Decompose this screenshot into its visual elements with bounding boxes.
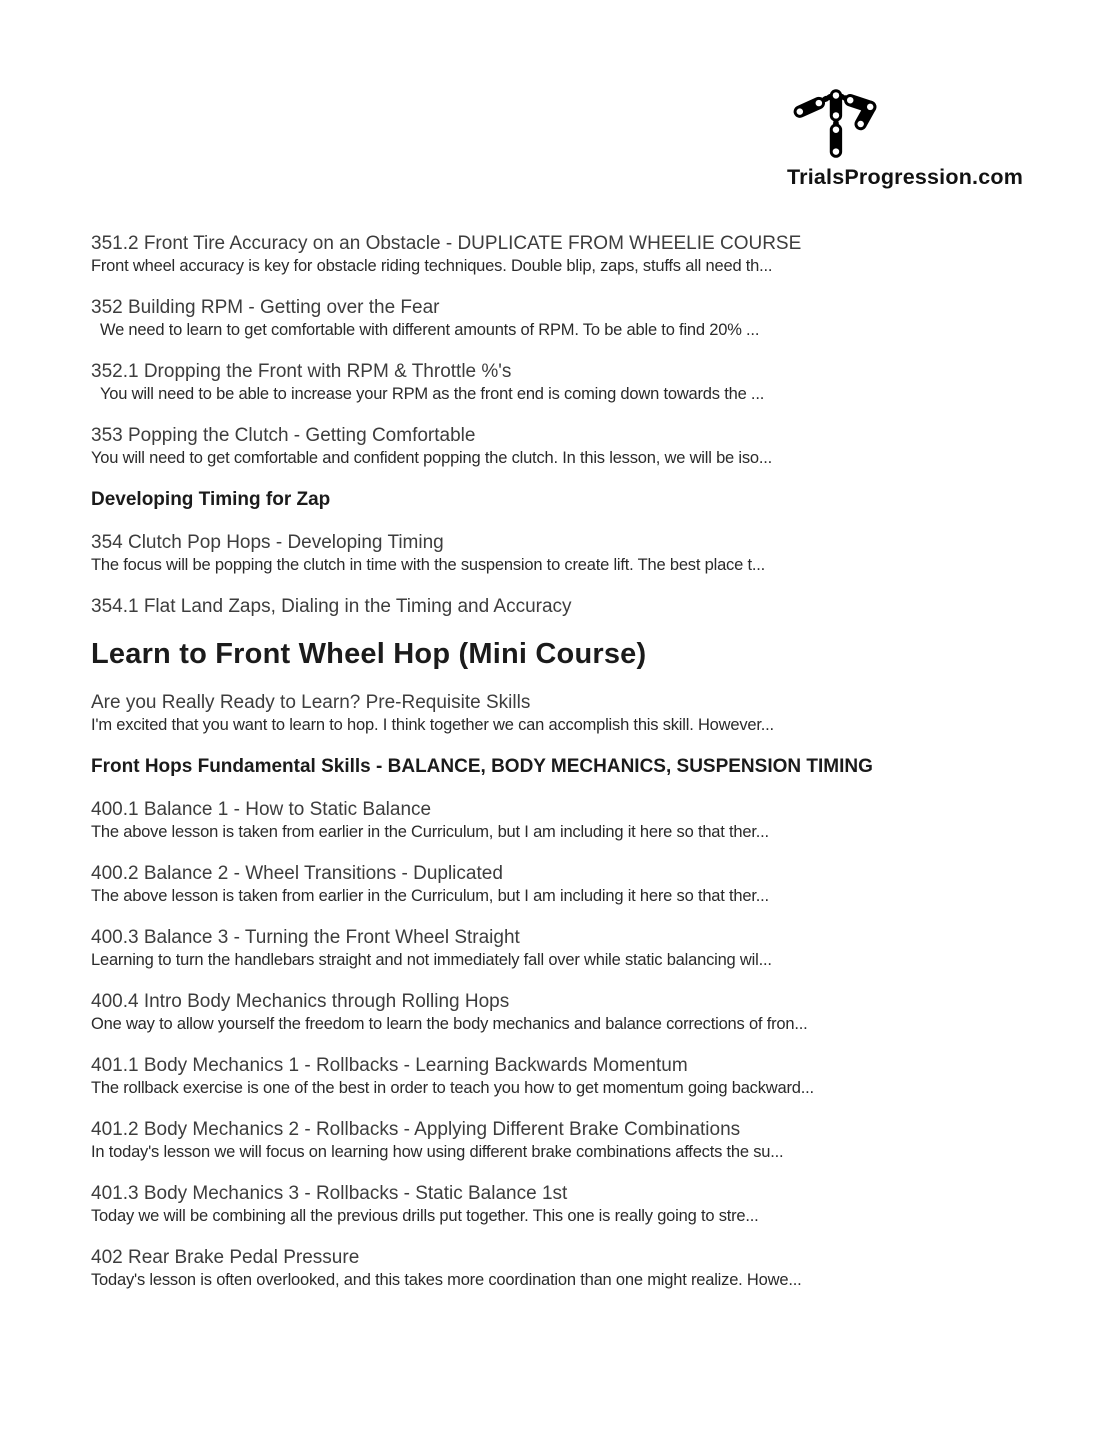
lesson-item (91, 1246, 1072, 1291)
lesson-title: 401.3 Body Mechanics 3 - Rollbacks - Static Balance 1st (91, 1183, 568, 1204)
lesson-description: The above lesson is taken from earlier in the Curriculum, but I am including it here so that ther... (91, 823, 769, 841)
lesson-title: Are you Really Ready to Learn? Pre-Requisite Skills (91, 692, 531, 713)
lesson-description: We need to learn to get comfortable with different amounts of RPM. To be able to find 20% ... (100, 321, 760, 339)
lesson-description: One way to allow yourself the freedom to learn the body mechanics and balance corrections of fron... (91, 1015, 808, 1033)
lesson-title: 401.1 Body Mechanics 1 - Rollbacks - Learning Backwards Momentum (91, 1055, 688, 1076)
lesson-item (91, 862, 1072, 907)
lesson-item (91, 926, 1072, 971)
lesson-title: 400.2 Balance 2 - Wheel Transitions - Duplicated (91, 863, 503, 884)
lesson-description: Front wheel accuracy is key for obstacle riding techniques. Double blip, zaps, stuffs all need th... (91, 257, 773, 275)
lesson-title: 352.1 Dropping the Front with RPM & Throttle %'s (91, 361, 512, 382)
lesson-title: 353 Popping the Clutch - Getting Comfortable (91, 425, 476, 446)
chain-t-logo-icon (787, 85, 883, 163)
lesson-item (91, 595, 1072, 618)
header (0, 0, 1112, 190)
lesson-item (91, 691, 1072, 736)
lesson-description: In today's lesson we will focus on learning how using different brake combinations affects the su... (91, 1143, 784, 1161)
brand (787, 85, 1023, 190)
lesson-item (91, 296, 1072, 341)
lesson-description: The rollback exercise is one of the best in order to teach you how to get momentum going backward... (91, 1079, 814, 1097)
lesson-item (91, 798, 1072, 843)
brand-wordmark: TrialsProgression.com (787, 165, 1024, 189)
lesson-title: 400.3 Balance 3 - Turning the Front Wheel Straight (91, 927, 520, 948)
lesson-description: I'm excited that you want to learn to hop. I think together we can accomplish this skill. However... (91, 716, 774, 734)
lesson-title: 352 Building RPM - Getting over the Fear (91, 297, 440, 318)
lesson-item (91, 1054, 1072, 1099)
curriculum-list (0, 190, 1112, 1291)
lesson-description: You will need to be able to increase your RPM as the front end is coming down towards the ... (100, 385, 765, 403)
lesson-description: You will need to get comfortable and confident popping the clutch. In this lesson, we will be iso... (91, 449, 773, 467)
lesson-item (91, 232, 1072, 277)
lesson-title: 400.4 Intro Body Mechanics through Rolling Hops (91, 991, 510, 1012)
lesson-item (91, 1182, 1072, 1227)
lesson-item (91, 360, 1072, 405)
lesson-description: The focus will be popping the clutch in time with the suspension to create lift. The best place t... (91, 556, 765, 574)
lesson-title: 351.2 Front Tire Accuracy on an Obstacle - DUPLICATE FROM WHEELIE COURSE (91, 233, 802, 254)
section-subheading: Developing Timing for Zap (91, 489, 331, 510)
lesson-title: 402 Rear Brake Pedal Pressure (91, 1247, 360, 1268)
course-title: Learn to Front Wheel Hop (Mini Course) (91, 638, 647, 670)
lesson-title: 354 Clutch Pop Hops - Developing Timing (91, 532, 444, 553)
lesson-item (91, 1118, 1072, 1163)
lesson-title: 401.2 Body Mechanics 2 - Rollbacks - Applying Different Brake Combinations (91, 1119, 741, 1140)
lesson-item (91, 990, 1072, 1035)
lesson-item (91, 424, 1072, 469)
lesson-title: 354.1 Flat Land Zaps, Dialing in the Timing and Accuracy (91, 596, 572, 617)
lesson-title: 400.1 Balance 1 - How to Static Balance (91, 799, 432, 820)
lesson-description: Today's lesson is often overlooked, and this takes more coordination than one might realize. Howe... (91, 1271, 802, 1289)
lesson-item (91, 531, 1072, 576)
section-subheading: Front Hops Fundamental Skills - BALANCE, BODY MECHANICS, SUSPENSION TIMING (91, 756, 873, 777)
lesson-description: The above lesson is taken from earlier in the Curriculum, but I am including it here so that ther... (91, 887, 769, 905)
lesson-description: Today we will be combining all the previous drills put together. This one is really going to stre... (91, 1207, 759, 1225)
lesson-description: Learning to turn the handlebars straight and not immediately fall over while static balancing wil... (91, 951, 772, 969)
